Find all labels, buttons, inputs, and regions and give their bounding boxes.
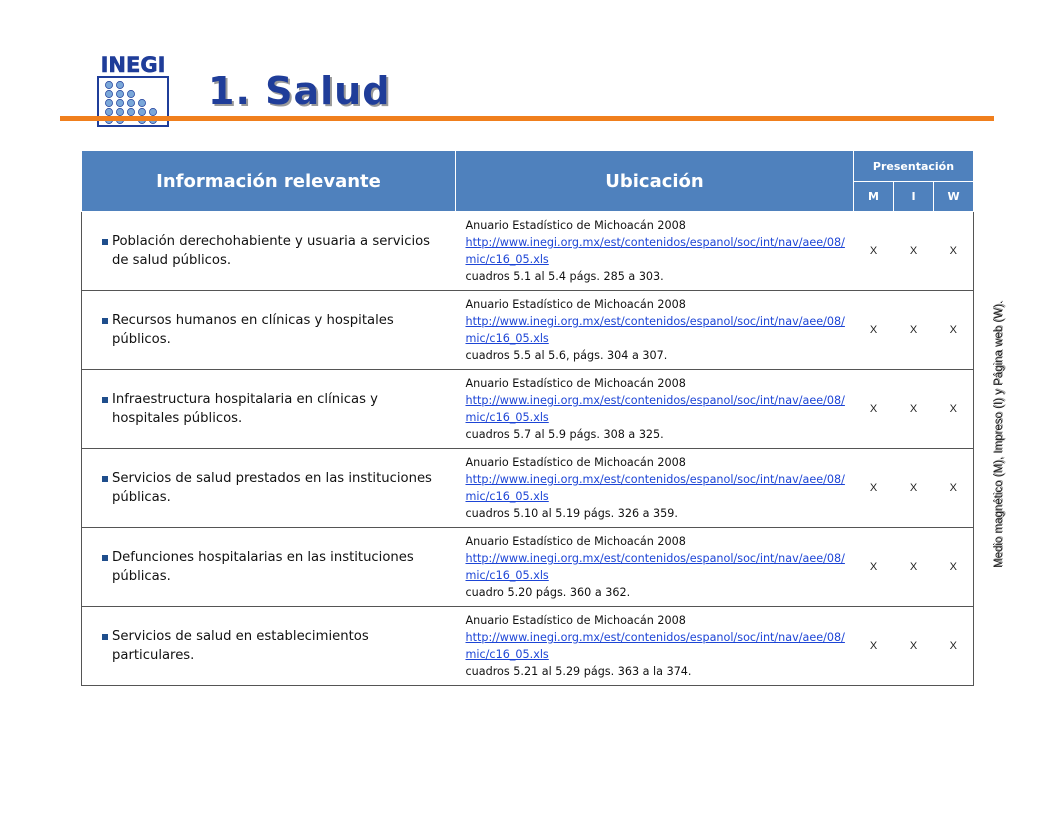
location-cell — [456, 370, 854, 449]
source-text: Anuario Estadístico de Michoacán 2008 — [465, 456, 686, 469]
column-header-location: Ubicación — [456, 151, 854, 212]
bullet-icon — [102, 397, 108, 403]
topic-text: Defunciones hospitalarias en las instituciones públicas. — [112, 550, 414, 584]
location-cell — [456, 607, 854, 686]
column-header-m: M — [854, 182, 894, 212]
reference-text: cuadro 5.20 págs. 360 a 362. — [465, 586, 631, 599]
source-text: Anuario Estadístico de Michoacán 2008 — [465, 535, 686, 548]
topic-text: Servicios de salud en establecimientos particulares. — [112, 629, 369, 663]
mark-m: X — [854, 291, 894, 370]
header-rule — [60, 116, 994, 121]
information-table — [81, 150, 974, 686]
topic-text: Infraestructura hospitalaria en clínicas y hospitales públicos. — [112, 392, 378, 426]
location-cell — [456, 212, 854, 291]
source-link[interactable]: http://www.inegi.org.mx/est/contenidos/espanol/soc/int/nav/aee/08/mic/c16_05.xls — [465, 236, 845, 266]
bullet-icon — [102, 555, 108, 561]
mark-w: X — [934, 528, 974, 607]
inegi-logo-text: INEGI — [100, 53, 166, 77]
topic-text: Recursos humanos en clínicas y hospitales públicos. — [112, 313, 394, 347]
mark-m: X — [854, 528, 894, 607]
location-cell — [456, 449, 854, 528]
table-row — [82, 449, 974, 528]
bullet-icon — [102, 634, 108, 640]
source-link[interactable]: http://www.inegi.org.mx/est/contenidos/espanol/soc/int/nav/aee/08/mic/c16_05.xls — [465, 394, 845, 424]
source-text: Anuario Estadístico de Michoacán 2008 — [465, 377, 686, 390]
source-text: Anuario Estadístico de Michoacán 2008 — [465, 614, 686, 627]
mark-m: X — [854, 449, 894, 528]
table-row — [82, 212, 974, 291]
table-row — [82, 291, 974, 370]
mark-i: X — [894, 607, 934, 686]
column-header-topic: Información relevante — [82, 151, 456, 212]
bullet-icon — [102, 318, 108, 324]
reference-text: cuadros 5.21 al 5.29 págs. 363 a la 374. — [465, 665, 692, 678]
location-cell — [456, 291, 854, 370]
mark-i: X — [894, 449, 934, 528]
mark-m: X — [854, 370, 894, 449]
topic-text: Servicios de salud prestados en las instituciones públicas. — [112, 471, 432, 505]
page-title: 1. Salud — [208, 69, 391, 113]
mark-w: X — [934, 212, 974, 291]
reference-text: cuadros 5.5 al 5.6, págs. 304 a 307. — [465, 349, 668, 362]
bullet-icon — [102, 476, 108, 482]
column-header-presentation: Presentación — [854, 151, 974, 182]
table-row — [82, 607, 974, 686]
topic-cell — [82, 291, 456, 370]
mark-w: X — [934, 449, 974, 528]
source-link[interactable]: http://www.inegi.org.mx/est/contenidos/espanol/soc/int/nav/aee/08/mic/c16_05.xls — [465, 552, 845, 582]
column-header-i: I — [894, 182, 934, 212]
bullet-icon — [102, 239, 108, 245]
source-link[interactable]: http://www.inegi.org.mx/est/contenidos/espanol/soc/int/nav/aee/08/mic/c16_05.xls — [465, 631, 845, 661]
table-row — [82, 528, 974, 607]
reference-text: cuadros 5.1 al 5.4 págs. 285 a 303. — [465, 270, 664, 283]
table-row — [82, 370, 974, 449]
mark-i: X — [894, 212, 934, 291]
column-header-w: W — [934, 182, 974, 212]
reference-text: cuadros 5.7 al 5.9 págs. 308 a 325. — [465, 428, 664, 441]
source-link[interactable]: http://www.inegi.org.mx/est/contenidos/espanol/soc/int/nav/aee/08/mic/c16_05.xls — [465, 473, 845, 503]
topic-text: Población derechohabiente y usuaria a servicios de salud públicos. — [112, 234, 431, 268]
topic-cell — [82, 212, 456, 291]
source-link[interactable]: http://www.inegi.org.mx/est/contenidos/espanol/soc/int/nav/aee/08/mic/c16_05.xls — [465, 315, 845, 345]
mark-w: X — [934, 607, 974, 686]
topic-cell — [82, 528, 456, 607]
mark-i: X — [894, 528, 934, 607]
mark-m: X — [854, 607, 894, 686]
topic-cell — [82, 449, 456, 528]
source-text: Anuario Estadístico de Michoacán 2008 — [465, 219, 686, 232]
location-cell — [456, 528, 854, 607]
presentation-legend: Medio magnético (M), Impreso (I) y Página web (W). — [993, 300, 1005, 568]
mark-w: X — [934, 291, 974, 370]
mark-w: X — [934, 370, 974, 449]
mark-i: X — [894, 291, 934, 370]
mark-m: X — [854, 212, 894, 291]
topic-cell — [82, 370, 456, 449]
reference-text: cuadros 5.10 al 5.19 págs. 326 a 359. — [465, 507, 678, 520]
source-text: Anuario Estadístico de Michoacán 2008 — [465, 298, 686, 311]
topic-cell — [82, 607, 456, 686]
mark-i: X — [894, 370, 934, 449]
